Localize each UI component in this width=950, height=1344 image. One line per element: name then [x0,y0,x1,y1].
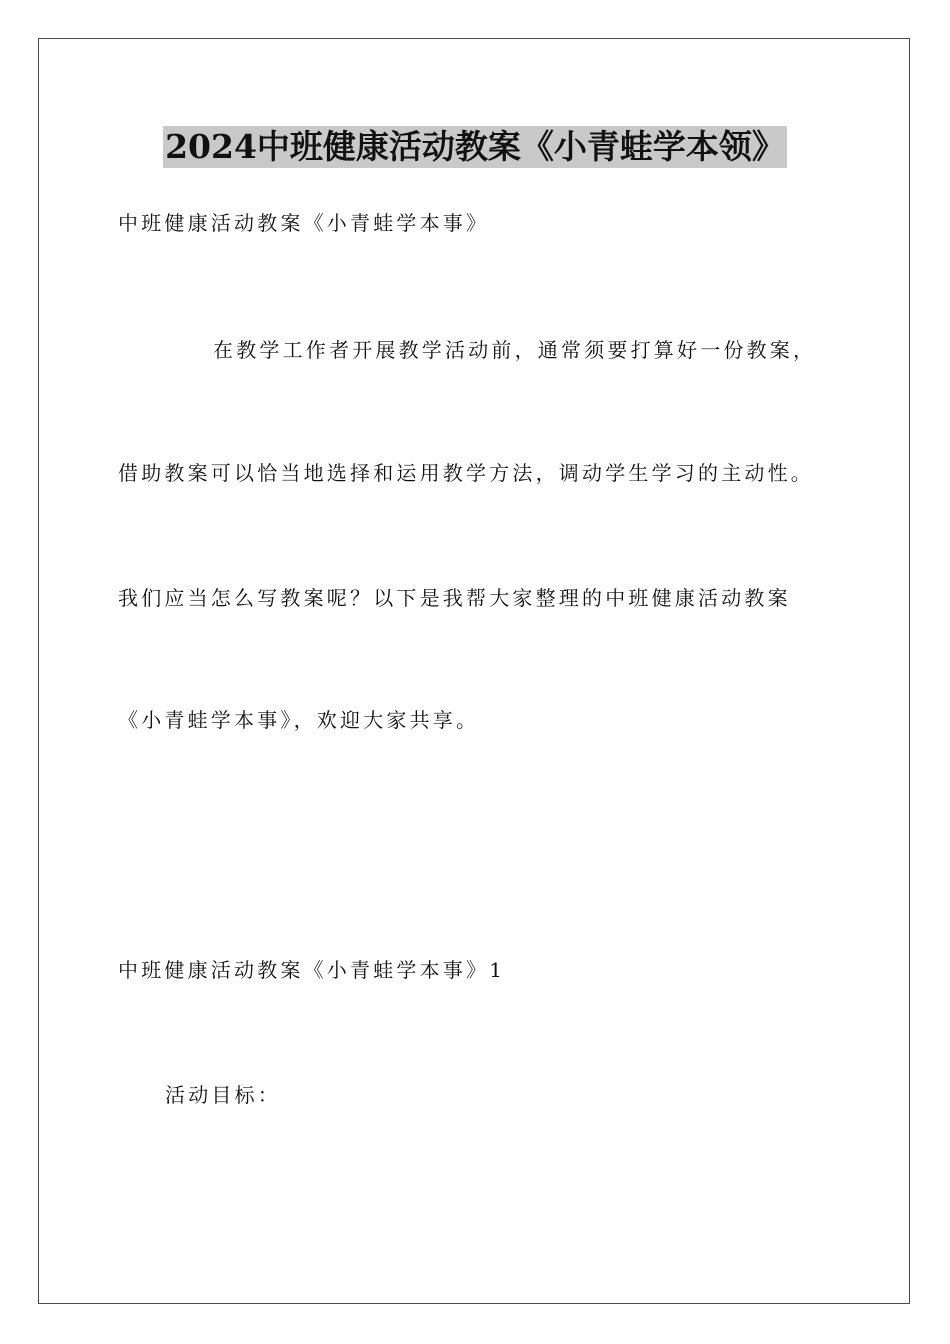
intro-line-2: 借助教案可以恰当地选择和运用教学方法，调动学生学习的主动性。 [118,461,814,485]
intro-line-3: 我们应当怎么写教案呢？以下是我帮大家整理的中班健康活动教案 [118,586,791,610]
section-heading: 中班健康活动教案《小青蛙学本事》1 [118,958,506,982]
document-subtitle: 中班健康活动教案《小青蛙学本事》 [118,211,490,235]
intro-line-4: 《小青蛙学本事》，欢迎大家共享。 [118,708,480,732]
document-title: 2024中班健康活动教案《小青蛙学本领》 [165,127,785,166]
intro-line-1: 在教学工作者开展教学活动前，通常须要打算好一份教案， [213,338,817,362]
activity-goal-label: 活动目标： [165,1083,281,1107]
title-container [0,126,950,168]
